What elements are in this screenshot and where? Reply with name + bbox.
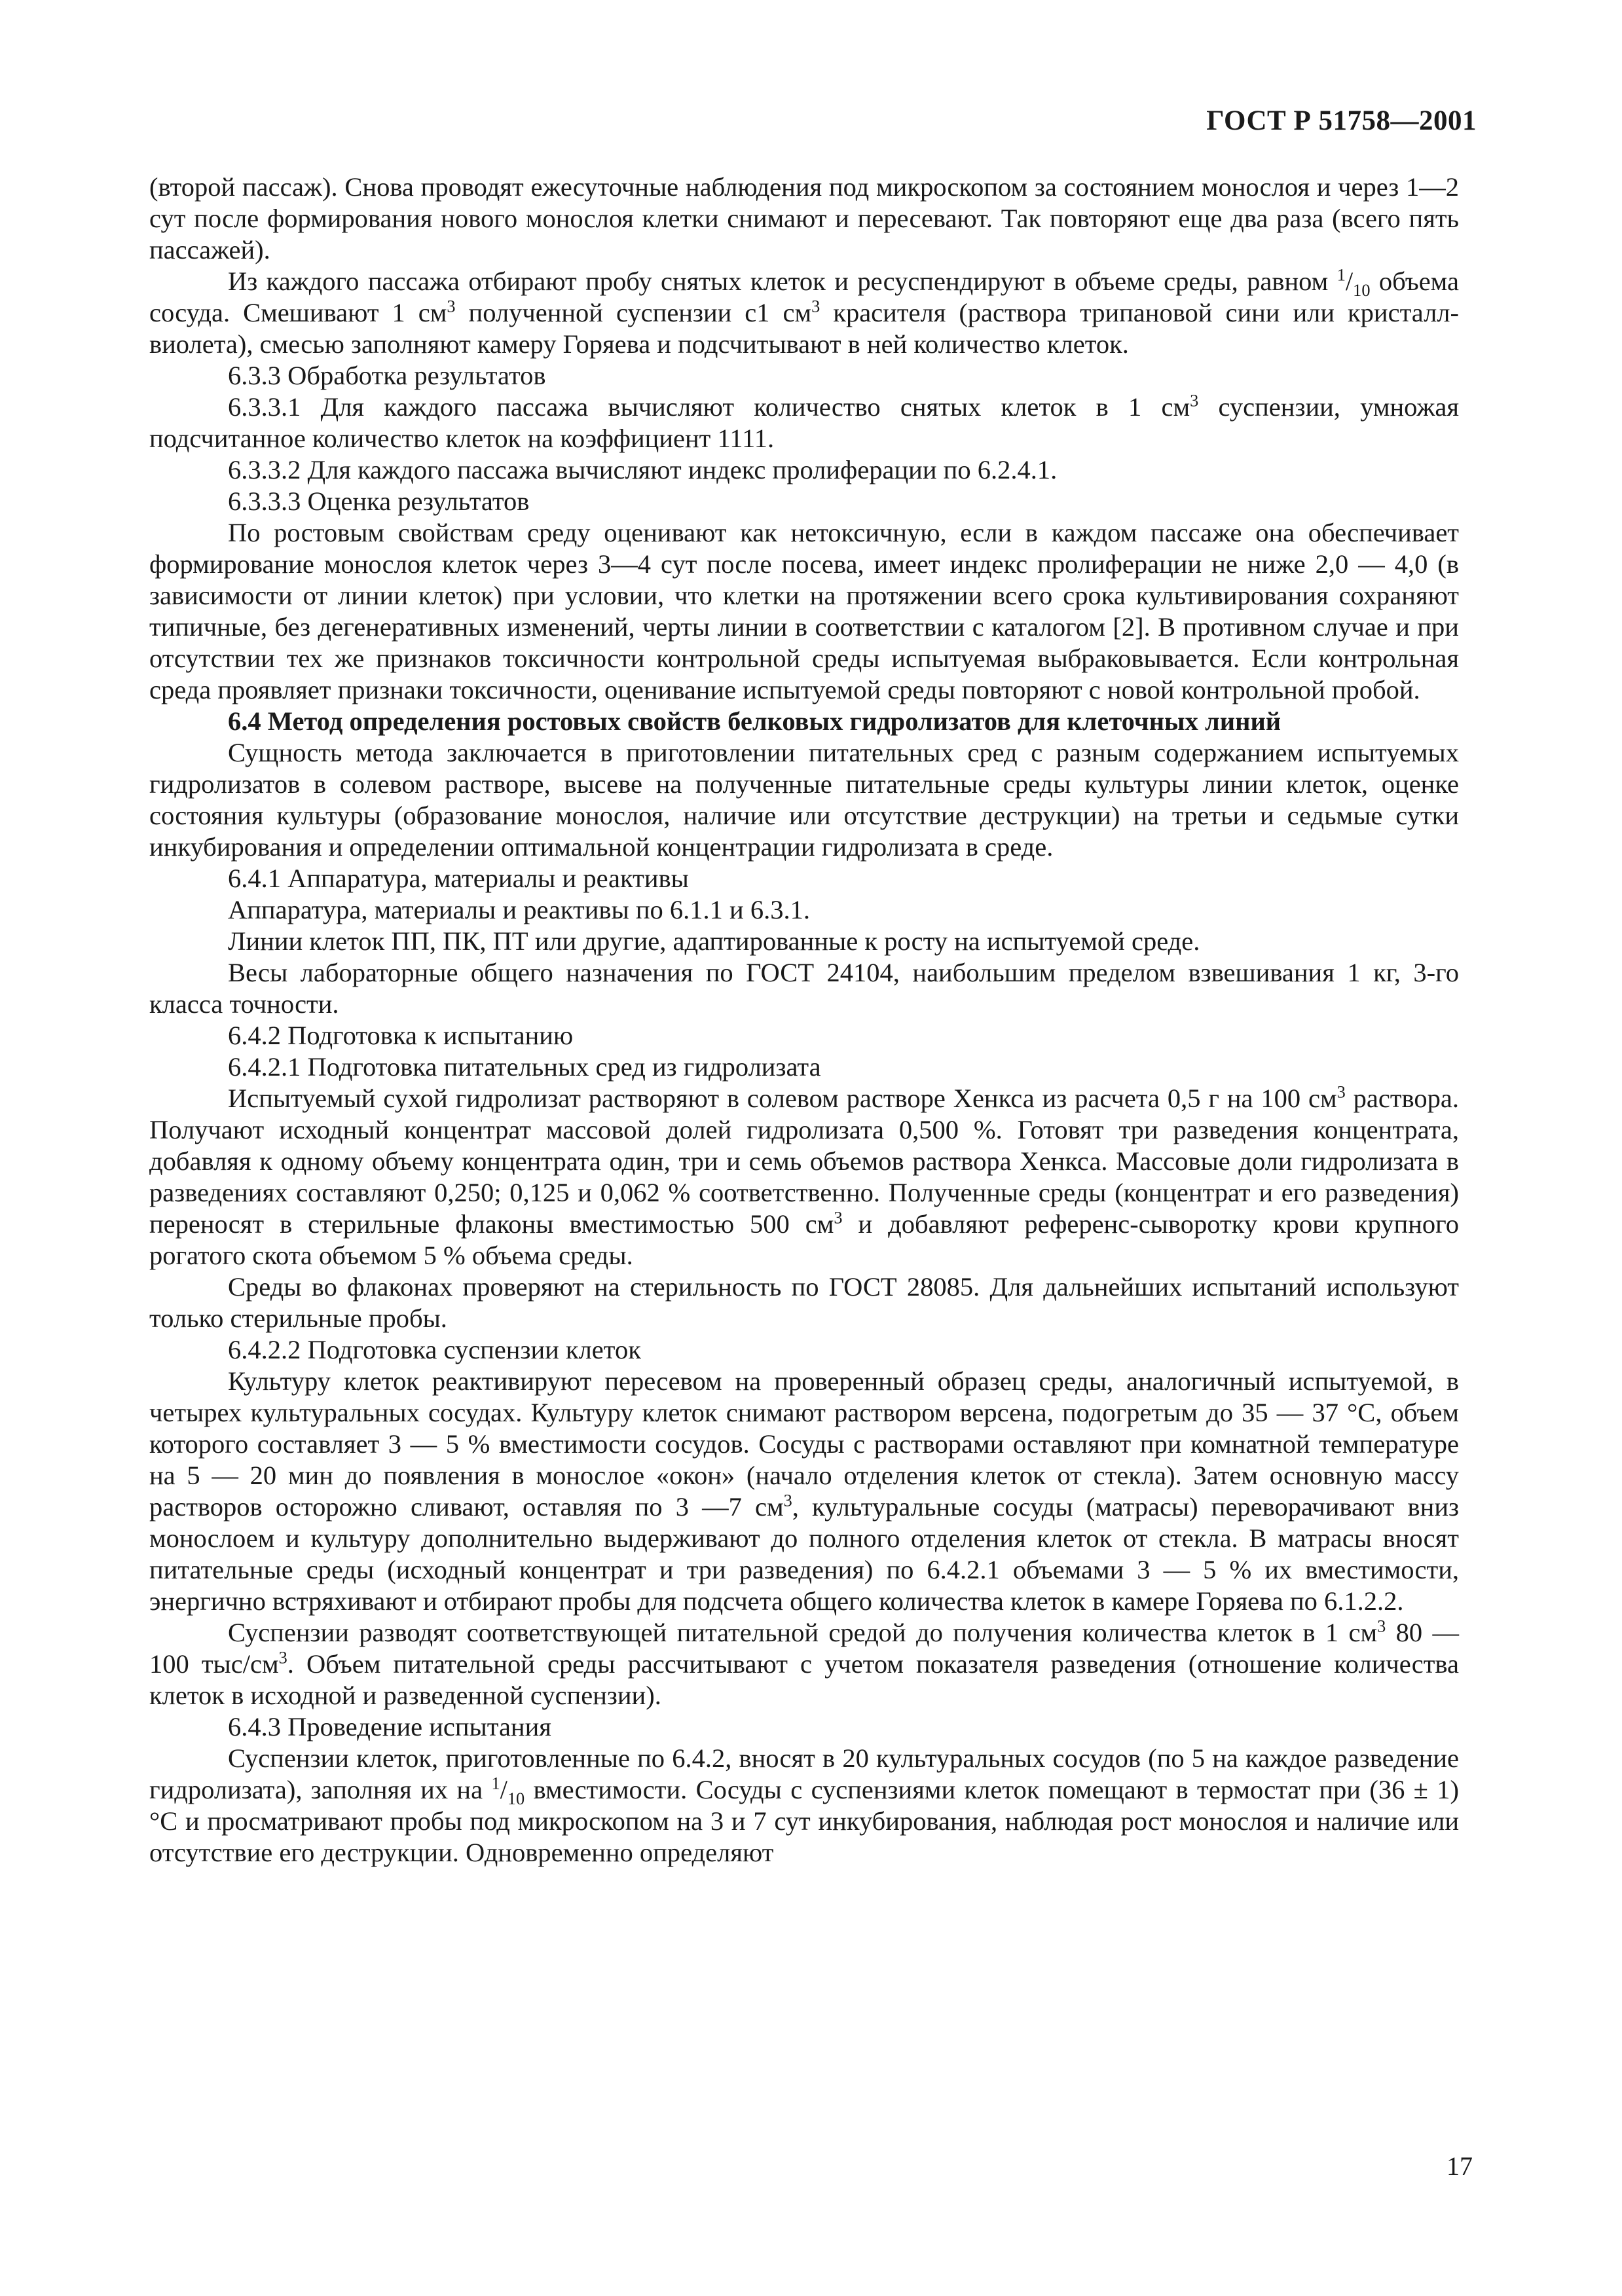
- paragraph: Из каждого пассажа отбирают пробу снятых клеток и ресуспендируют в объеме среды, равном $^1/_{10}$ объема сосуда. Смешивают 1 $см^3$ полученной суспензии с1 $см^3$ красителя (раствора трипановой сини или кристалл-виолета), смесью заполняют камеру Горяева и подсчитывают в ней количество клеток.: [149, 265, 1460, 359]
- paragraph: 6.3.3.2 Для каждого пассажа вычисляют индекс пролиферации по 6.2.4.1.: [228, 455, 1058, 484]
- paragraph: Культуру клеток реактивируют пересевом на проверенный образец среды, аналогичный испытуемой, в четырех культуральных сосудах. Культуру клеток снимают раствором версена, подогретым до 35 — 37 °С, объем которого составляет 3 — 5 % вместимости сосудов. Сосуды с растворами оставляют при комнатной температуре на 5 — 20 мин до появления в монослое «окон» (начало отделения клеток от стекла). Затем основную массу растворов осторожно сливают, оставляя по 3 —7 $см^3$, культуральные сосуды (матрасы) переворачивают вниз монослоем и культуру дополнительно выдерживают до полного отделения клеток от стекла. В матрасы вносят питательные среды (исходный концентрат и три разведения) по 6.4.2.1 объемами 3 — 5 % их вместимости, энергично встряхивают и отбирают пробы для подсчета общего количества клеток в камере Горяева по 6.1.2.2.: [149, 1366, 1459, 1616]
- paragraph: Испытуемый сухой гидролизат растворяют в солевом растворе Хенкса из расчета 0,5 г на 100 $см^3$ раствора. Получают исходный концентрат массовой долей гидролизата 0,500 %. Готовят три разведения концентрата, добавляя к одному объему концентрата один, три и семь объемов раствора Хенкса. Массовые доли гидролизата в разведениях составляют 0,250; 0,125 и 0,062 % соответственно. Полученные среды (концентрат и его разведения) переносят в стерильные флаконы вместимостью 500 $см^3$ и добавляют референс-сыворотку крови крупного рогатого скота объемом 5 % объема среды.: [149, 1082, 1459, 1270]
- section-heading-bold: 6.4 Метод определения ростовых свойств белковых гидролизатов для клеточных линий: [228, 706, 1281, 736]
- paragraph: Суспензии разводят соответствующей питательной средой до получения количества клеток в 1 $см^3$ 80 — 100 тыс/$см^3$. Объем питательной среды рассчитывают с учетом показателя разведения (отношение количества клеток в исходной и разведенной суспензии).: [149, 1616, 1460, 1710]
- paragraph: Аппаратура, материалы и реактивы по 6.1.1 и 6.3.1.: [228, 895, 810, 924]
- section-heading: 6.4.2.2 Подготовка суспензии клеток: [228, 1335, 641, 1364]
- section-heading: 6.4.1 Аппаратура, материалы и реактивы: [228, 864, 689, 893]
- section-heading: 6.4.2.1 Подготовка питательных сред из гидролизата: [228, 1052, 821, 1082]
- paragraph: 6.3.3.1 Для каждого пассажа вычисляют количество снятых клеток в 1 $см^3$ суспензии, умножая подсчитанное количество клеток на коэффициент 1111.: [149, 391, 1459, 453]
- paragraph: По ростовым свойствам среду оценивают как нетоксичную, если в каждом пассаже она обеспечивает формирование монослоя клеток через 3—4 сут после посева, имеет индекс пролиферации не ниже 2,0 — 4,0 (в зависимости от линии клеток) при условии, что клетки на протяжении всего срока культивирования сохраняют типичные, без дегенеративных изменений, черты линии в соответствии с каталогом [2]. В противном случае и при отсутствии тех же признаков токсичности контрольной среды испытуемая выбраковывается. Если контрольная среда проявляет признаки токсичности, оценивание испытуемой среды повторяют с новой контрольной пробой.: [149, 518, 1459, 704]
- section-heading: 6.4.2 Подготовка к испытанию: [228, 1021, 574, 1050]
- paragraph: Среды во флаконах проверяют на стерильность по ГОСТ 28085. Для дальнейших испытаний используют только стерильные пробы.: [149, 1272, 1459, 1333]
- section-heading: 6.3.3 Обработка результатов: [228, 361, 546, 390]
- paragraph: Суспензии клеток, приготовленные по 6.4.2, вносят в 20 культуральных сосудов (по 5 на каждое разведение гидролизата), заполняя их на $^1/_{10}$ вместимости. Сосуды с суспензиями клеток помещают в термостат при (36 ± 1) °С и просматривают пробы под микроскопом на 3 и 7 сут инкубирования, наблюдая рост монослоя и наличие или отсутствие его деструкции. Одновременно определяют: [149, 1743, 1459, 1867]
- section-heading: 6.4.3 Проведение испытания: [228, 1712, 551, 1741]
- paragraph: Сущность метода заключается в приготовлении питательных сред с разным содержанием испытуемых гидролизатов в солевом растворе, высеве на полученные питательные среды культуры линии клеток, оценке состояния культуры (образование монослоя, наличие или отсутствие деструкции) на третьи и седьмые сутки инкубирования и определении оптимальной концентрации гидролизата в среде.: [149, 738, 1459, 862]
- paragraph: Весы лабораторные общего назначения по ГОСТ 24104, наибольшим пределом взвешивания 1 кг, 3-го класса точности.: [149, 958, 1459, 1019]
- paragraph: Линии клеток ПП, ПК, ПТ или другие, адаптированные к росту на испытуемой среде.: [228, 926, 1200, 956]
- paragraph: (второй пассаж). Снова проводят ежесуточные наблюдения под микроскопом за состоянием монослоя и через 1—2 сут после формирования нового монослоя клетки снимают и пересевают. Так повторяют еще два раза (всего пять пассажей).: [149, 172, 1459, 264]
- section-heading: 6.3.3.3 Оценка результатов: [228, 486, 530, 516]
- page-number: 17: [1447, 2151, 1473, 2181]
- document-header: ГОСТ Р 51758—2001: [1206, 105, 1477, 136]
- document-body: [149, 172, 1459, 1868]
